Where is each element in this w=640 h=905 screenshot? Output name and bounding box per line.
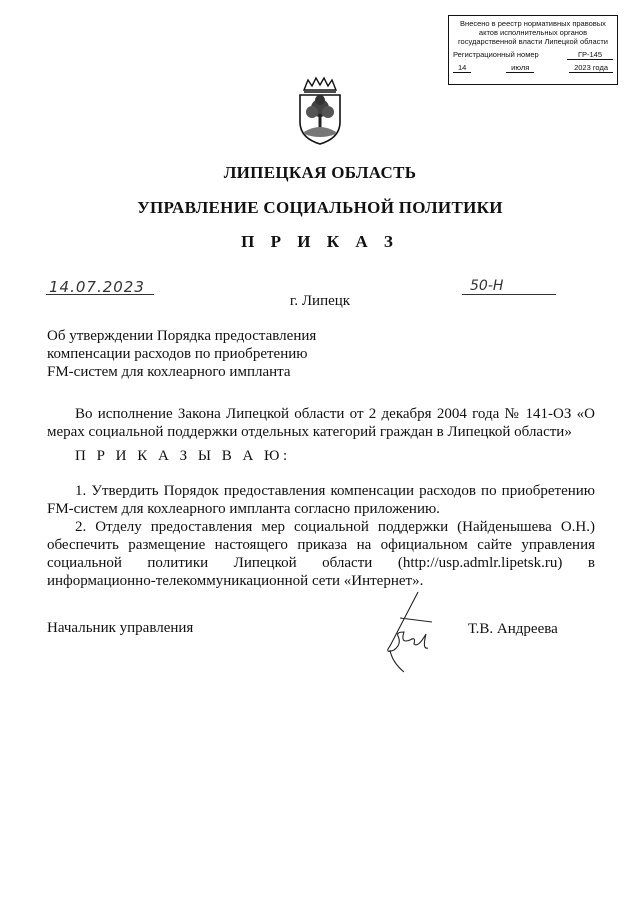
registration-stamp xyxy=(448,15,618,85)
signer-name: Т.В. Андреева xyxy=(468,621,558,637)
handwritten-signature xyxy=(360,588,450,678)
subject-line-3: FM-систем для кохлеарного импланта xyxy=(47,364,291,380)
handwritten-number: 50-Н xyxy=(470,278,504,294)
registration-day: 14 xyxy=(453,63,471,73)
subject-line-1: Об утверждении Порядка предоставления xyxy=(47,328,317,344)
registration-line-2: актов исполнительных органов xyxy=(478,28,588,37)
registration-year: 2023 года xyxy=(569,63,613,73)
registration-number-label: Регистрационный номер xyxy=(453,50,539,59)
registration-line-3: государственной власти Липецкой области xyxy=(457,37,608,46)
city: г. Липецк xyxy=(289,293,351,309)
region-title: ЛИПЕЦКАЯ ОБЛАСТЬ xyxy=(223,163,417,182)
subject-line-2: компенсации расходов по приобретению xyxy=(47,346,308,362)
signer-title: Начальник управления xyxy=(47,620,194,636)
handwritten-date: 14.07.2023 xyxy=(49,278,145,296)
registration-line-1: Внесено в реестр нормативных правовых xyxy=(460,19,606,28)
order-subject xyxy=(47,327,316,381)
document-type: П Р И К А З xyxy=(241,232,399,251)
preamble-paragraph: Во исполнение Закона Липецкой области от 2 декабря 2004 года № 141-ОЗ «О мерах социальной поддержки отдельных категорий граждан в Липецкой области» xyxy=(47,406,595,440)
department-title: УПРАВЛЕНИЕ СОЦИАЛЬНОЙ ПОЛИТИКИ xyxy=(137,198,503,217)
order-item-1: 1. Утвердить Порядок предоставления компенсации расходов по приобретению FM-систем для кохлеарного импланта согласно приложению. xyxy=(47,483,595,517)
order-item-2: 2. Отделу предоставления мер социальной поддержки (Найденышева О.Н.) обеспечить размещение настоящего приказа на официальном сайте управления социальной политики Липецкой области (http://usp.admlr.lipetsk.ru) в информационно-телекоммуникационной сети «Интернет». xyxy=(47,519,595,589)
order-word: П Р И К А З Ы В А Ю: xyxy=(75,448,291,464)
registration-date-row xyxy=(453,63,613,73)
registration-number-row xyxy=(453,50,613,60)
registration-number: ГР-145 xyxy=(567,50,613,60)
lipetsk-coat-of-arms-icon xyxy=(292,76,348,146)
registration-month: июля xyxy=(506,63,534,73)
